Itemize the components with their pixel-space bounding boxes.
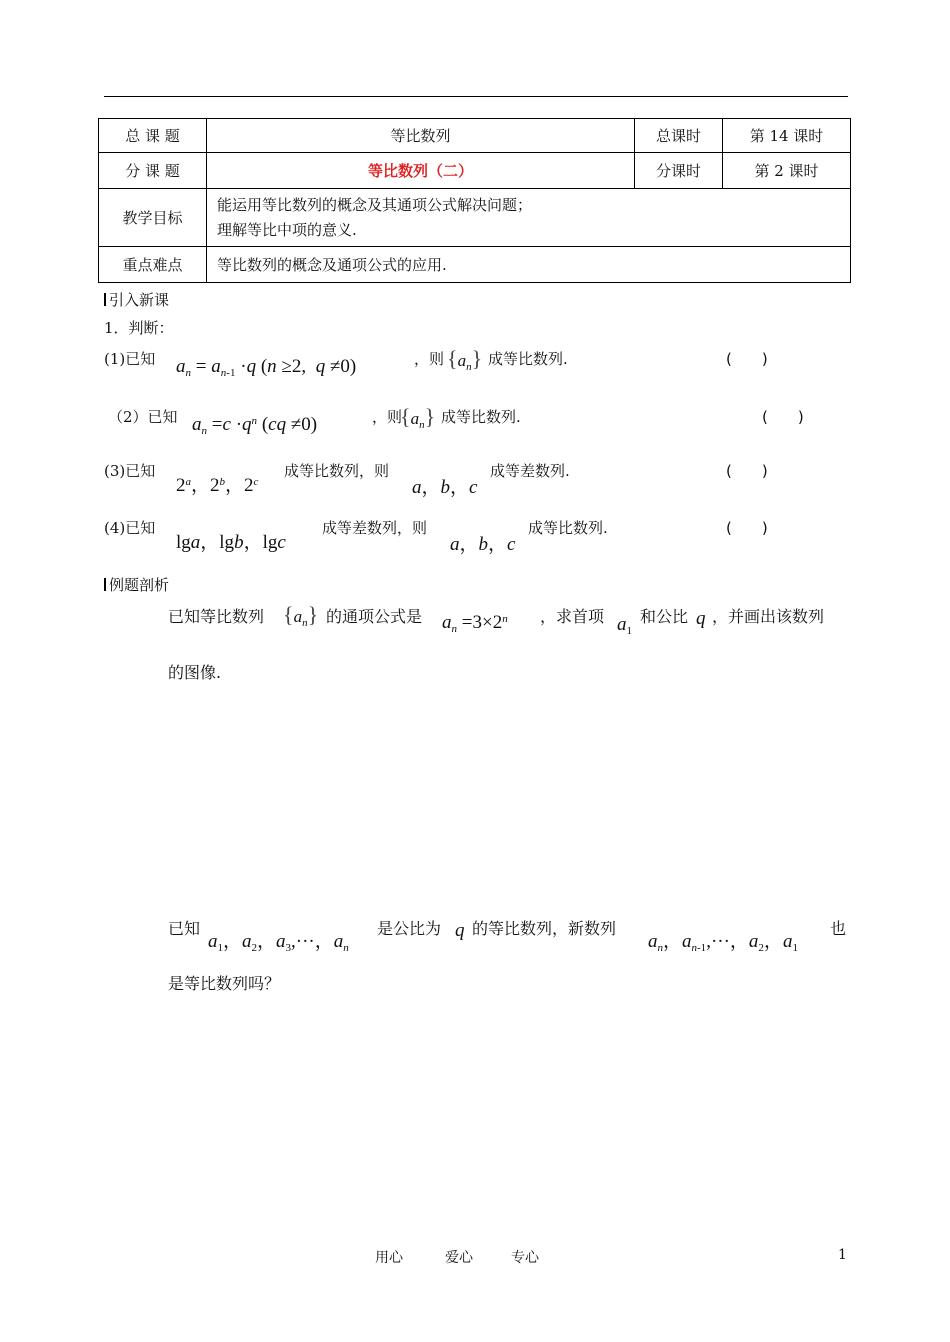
example1-sequence: $\{a_n\}$ bbox=[283, 602, 319, 629]
section-heading-examples: 例题剖析 bbox=[104, 574, 169, 595]
goals-cell bbox=[207, 189, 851, 247]
example1-text-3: ，求首项 bbox=[540, 607, 605, 626]
goals-label: 教学目标 bbox=[99, 189, 207, 247]
page-number: 1 bbox=[838, 1247, 847, 1263]
table-row bbox=[99, 153, 851, 189]
item3-mid: 成等比数列，则 bbox=[284, 462, 390, 480]
section-marker-icon bbox=[104, 578, 106, 591]
total-hours-label: 总课时 bbox=[635, 119, 723, 153]
sub-topic-title: 等比数列（二） bbox=[207, 153, 635, 189]
goal-line-1: 能运用等比数列的概念及其通项公式解决问题； bbox=[217, 195, 533, 214]
focus-label: 重点难点 bbox=[99, 247, 207, 283]
item3-formula: 2$^a$，2$^b$，2$^c$ bbox=[176, 475, 259, 496]
item2-formula: $a_n =c \cdot q^n$ (cq ≠0) bbox=[192, 414, 318, 437]
item2-mid: ，则 bbox=[372, 408, 403, 426]
example1-text-4: 和公比 bbox=[640, 607, 689, 626]
header-rule bbox=[104, 96, 848, 97]
sub-topic-label: 分 课 题 bbox=[99, 153, 207, 189]
item3-suffix: 成等差数列. bbox=[490, 462, 570, 480]
question-heading: 1．判断： bbox=[104, 319, 174, 337]
example1-formula: $a_n =3\times 2^n$ bbox=[442, 612, 508, 635]
example2-line2: 是等比数列吗？ bbox=[168, 974, 281, 993]
example1-first-term: $a_1$ bbox=[617, 614, 632, 637]
example2-text-1: 已知 bbox=[168, 919, 201, 938]
total-hours-value: 第 14 课时 bbox=[723, 119, 851, 153]
example1-text-2: 的通项公式是 bbox=[326, 607, 423, 626]
footer-motto-1: 用心 bbox=[375, 1250, 403, 1266]
item1-answer-blank[interactable]: ( ) bbox=[726, 350, 768, 368]
item1-mid: ，则 bbox=[414, 350, 445, 368]
item4-prefix: (4)已知 bbox=[104, 519, 156, 537]
example2-text-2: 是公比为 bbox=[377, 919, 442, 938]
item4-variables: a，b，c bbox=[450, 534, 516, 555]
item4-answer-blank[interactable]: ( ) bbox=[726, 519, 768, 537]
total-topic-value: 等比数列 bbox=[207, 119, 635, 153]
total-topic-label: 总 课 题 bbox=[99, 119, 207, 153]
sub-hours-value: 第 2 课时 bbox=[723, 153, 851, 189]
item2-prefix: （2）已知 bbox=[108, 408, 178, 426]
lesson-info-table bbox=[98, 118, 851, 283]
section-heading-intro: 引入新课 bbox=[104, 289, 169, 310]
example1-text-5: ，并画出该数列 bbox=[712, 607, 825, 626]
item2-answer-blank[interactable]: ( ) bbox=[762, 408, 804, 426]
item2-sequence: $\{a_n\}$ bbox=[400, 404, 436, 431]
goal-line-2: 理解等比中项的意义. bbox=[217, 220, 357, 239]
focus-value: 等比数列的概念及通项公式的应用. bbox=[207, 247, 851, 283]
item4-suffix: 成等比数列. bbox=[528, 519, 608, 537]
item1-suffix: 成等比数列. bbox=[488, 350, 568, 368]
example2-text-3: 的等比数列，新数列 bbox=[472, 919, 617, 938]
item3-prefix: (3)已知 bbox=[104, 462, 156, 480]
item4-formula: lga，lgb，lgc bbox=[176, 532, 286, 553]
item3-variables: a，b，c bbox=[412, 477, 478, 498]
table-row bbox=[99, 189, 851, 247]
item3-answer-blank[interactable]: ( ) bbox=[726, 462, 768, 480]
section-marker-icon bbox=[104, 293, 106, 306]
example1-ratio: q bbox=[696, 608, 706, 629]
sub-hours-label: 分课时 bbox=[635, 153, 723, 189]
example2-sequence: $a_1$，$a_2$，$a_3,\cdot\cdot\cdot$，$a_n$ bbox=[208, 931, 349, 954]
item2-suffix: 成等比数列. bbox=[441, 408, 521, 426]
table-row bbox=[99, 247, 851, 283]
example2-new-sequence: $a_n$，$a_{n-1},\cdot\cdot\cdot$，$a_2$，$a_1$ bbox=[648, 931, 798, 954]
footer-motto-3: 专心 bbox=[511, 1250, 539, 1266]
item1-prefix: (1)已知 bbox=[104, 350, 156, 368]
example1-text-1: 已知等比数列 bbox=[168, 607, 265, 626]
item4-mid: 成等差数列，则 bbox=[322, 519, 428, 537]
table-row bbox=[99, 119, 851, 153]
item1-formula: $a_n = a_{n-1} \cdot q$ (n ≥2, q ≠0) bbox=[176, 356, 357, 379]
example2-text-4: 也 bbox=[830, 919, 847, 938]
example1-line2: 的图像. bbox=[168, 663, 222, 682]
example2-ratio: q bbox=[455, 920, 465, 941]
item1-sequence: $\{a_n\}$ bbox=[447, 346, 483, 373]
footer-motto-2: 爱心 bbox=[445, 1250, 473, 1266]
